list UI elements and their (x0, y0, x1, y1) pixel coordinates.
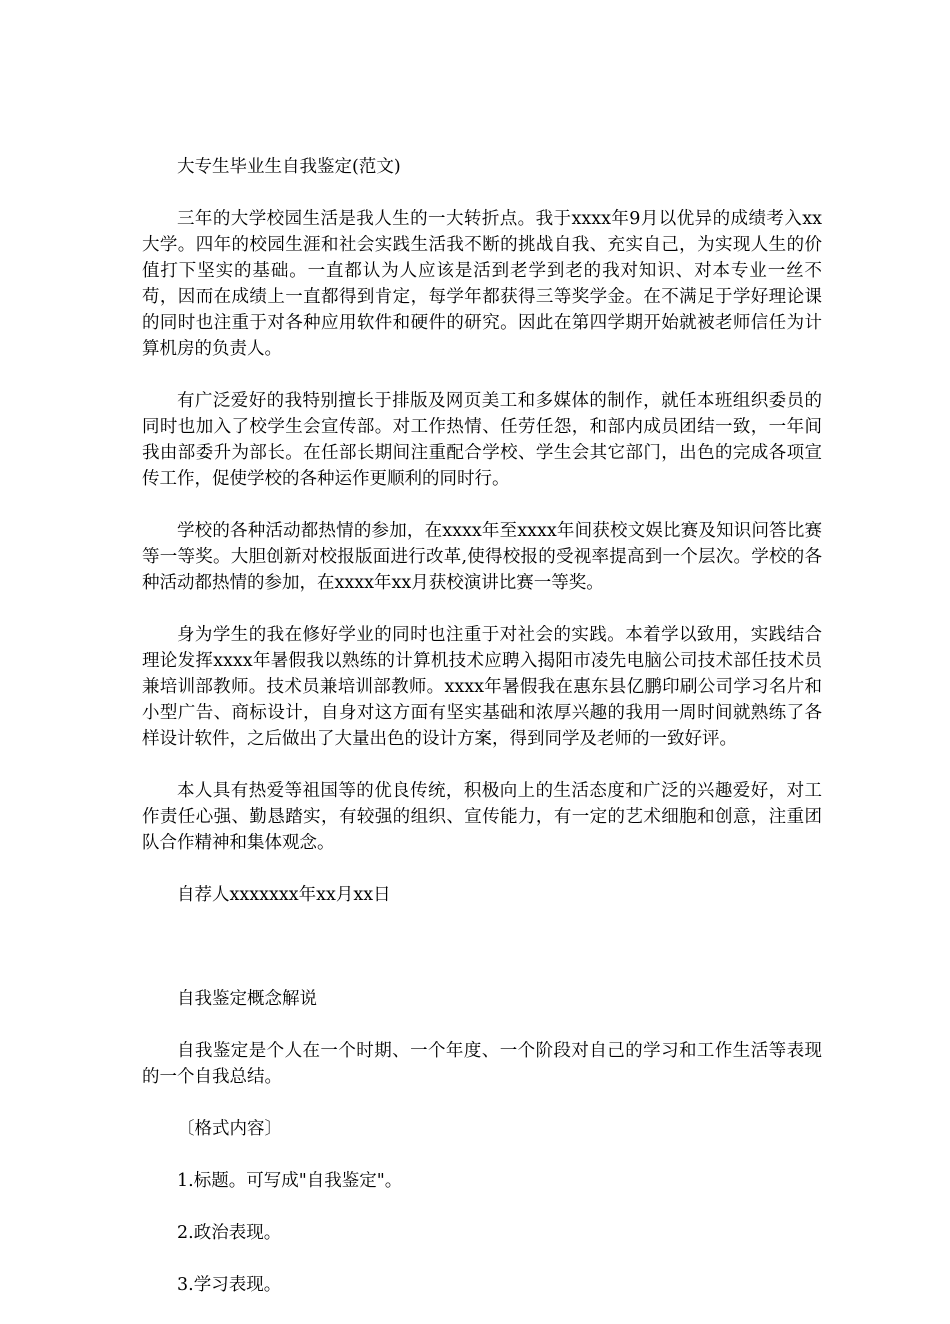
paragraph-3: 学校的各种活动都热情的参加，在xxxx年至xxxx年间获校文娱比赛及知识问答比赛等一等奖。大胆创新对校报版面进行改革,使得校报的受视率提高到一个层次。学校的各种活动都热情的参加，在xxxx年xx月获校演讲比赛一等奖。 (142, 521, 822, 593)
section-paragraph: 自我鉴定是个人在一个时期、一个年度、一个阶段对自己的学习和工作生活等表现的一个自我总结。 (142, 1041, 822, 1087)
document-body (142, 154, 822, 1324)
paragraph-1: 三年的大学校园生活是我人生的一大转折点。我于xxxx年9月以优异的成绩考入xx大学。四年的校园生涯和社会实践生活我不断的挑战自我、充实自己，为实现人生的价值打下坚实的基础。一直都认为人应该是活到老学到老的我对知识、对本专业一丝不苟，因而在成绩上一直都得到肯定，每学年都获得三等奖学金。在不满足于学好理论课的同时也注重于对各种应用软件和硬件的研究。因此在第四学期开始就被老师信任为计算机房的负责人。 (142, 209, 822, 359)
signature-line: 自荐人xxxxxxx年xx月xx日 (177, 885, 391, 905)
format-heading: 〔格式内容〕 (177, 1119, 282, 1139)
section-title: 自我鉴定概念解说 (177, 989, 317, 1009)
format-item-2: 2.政治表现。 (177, 1223, 282, 1243)
paragraph-5: 本人具有热爱等祖国等的优良传统，积极向上的生活态度和广泛的兴趣爱好，对工作责任心强、勤恳踏实，有较强的组织、宣传能力，有一定的艺术细胞和创意，注重团队合作精神和集体观念。 (142, 781, 822, 853)
section-spacer (142, 934, 822, 986)
format-item-3: 3.学习表现。 (177, 1275, 282, 1295)
document-title: 大专生毕业生自我鉴定(范文) (177, 157, 401, 177)
paragraph-2: 有广泛爱好的我特别擅长于排版及网页美工和多媒体的制作，就任本班组织委员的同时也加入了校学生会宣传部。对工作热情、任劳任怨，和部内成员团结一致，一年间我由部委升为部长。在任部长期间注重配合学校、学生会其它部门，出色的完成各项宣传工作，促使学校的各种运作更顺利的同时行。 (142, 391, 822, 489)
format-item-1: 1.标题。可写成"自我鉴定"。 (177, 1171, 403, 1191)
paragraph-4: 身为学生的我在修好学业的同时也注重于对社会的实践。本着学以致用，实践结合理论发挥xxxx年暑假我以熟练的计算机技术应聘入揭阳市凌先电脑公司技术部任技术员兼培训部教师。技术员兼培训部教师。xxxx年暑假我在惠东县亿鹏印刷公司学习名片和小型广告、商标设计，自身对这方面有坚实基础和浓厚兴趣的我用一周时间就熟练了各样设计软件，之后做出了大量出色的设计方案，得到同学及老师的一致好评。 (142, 625, 822, 749)
